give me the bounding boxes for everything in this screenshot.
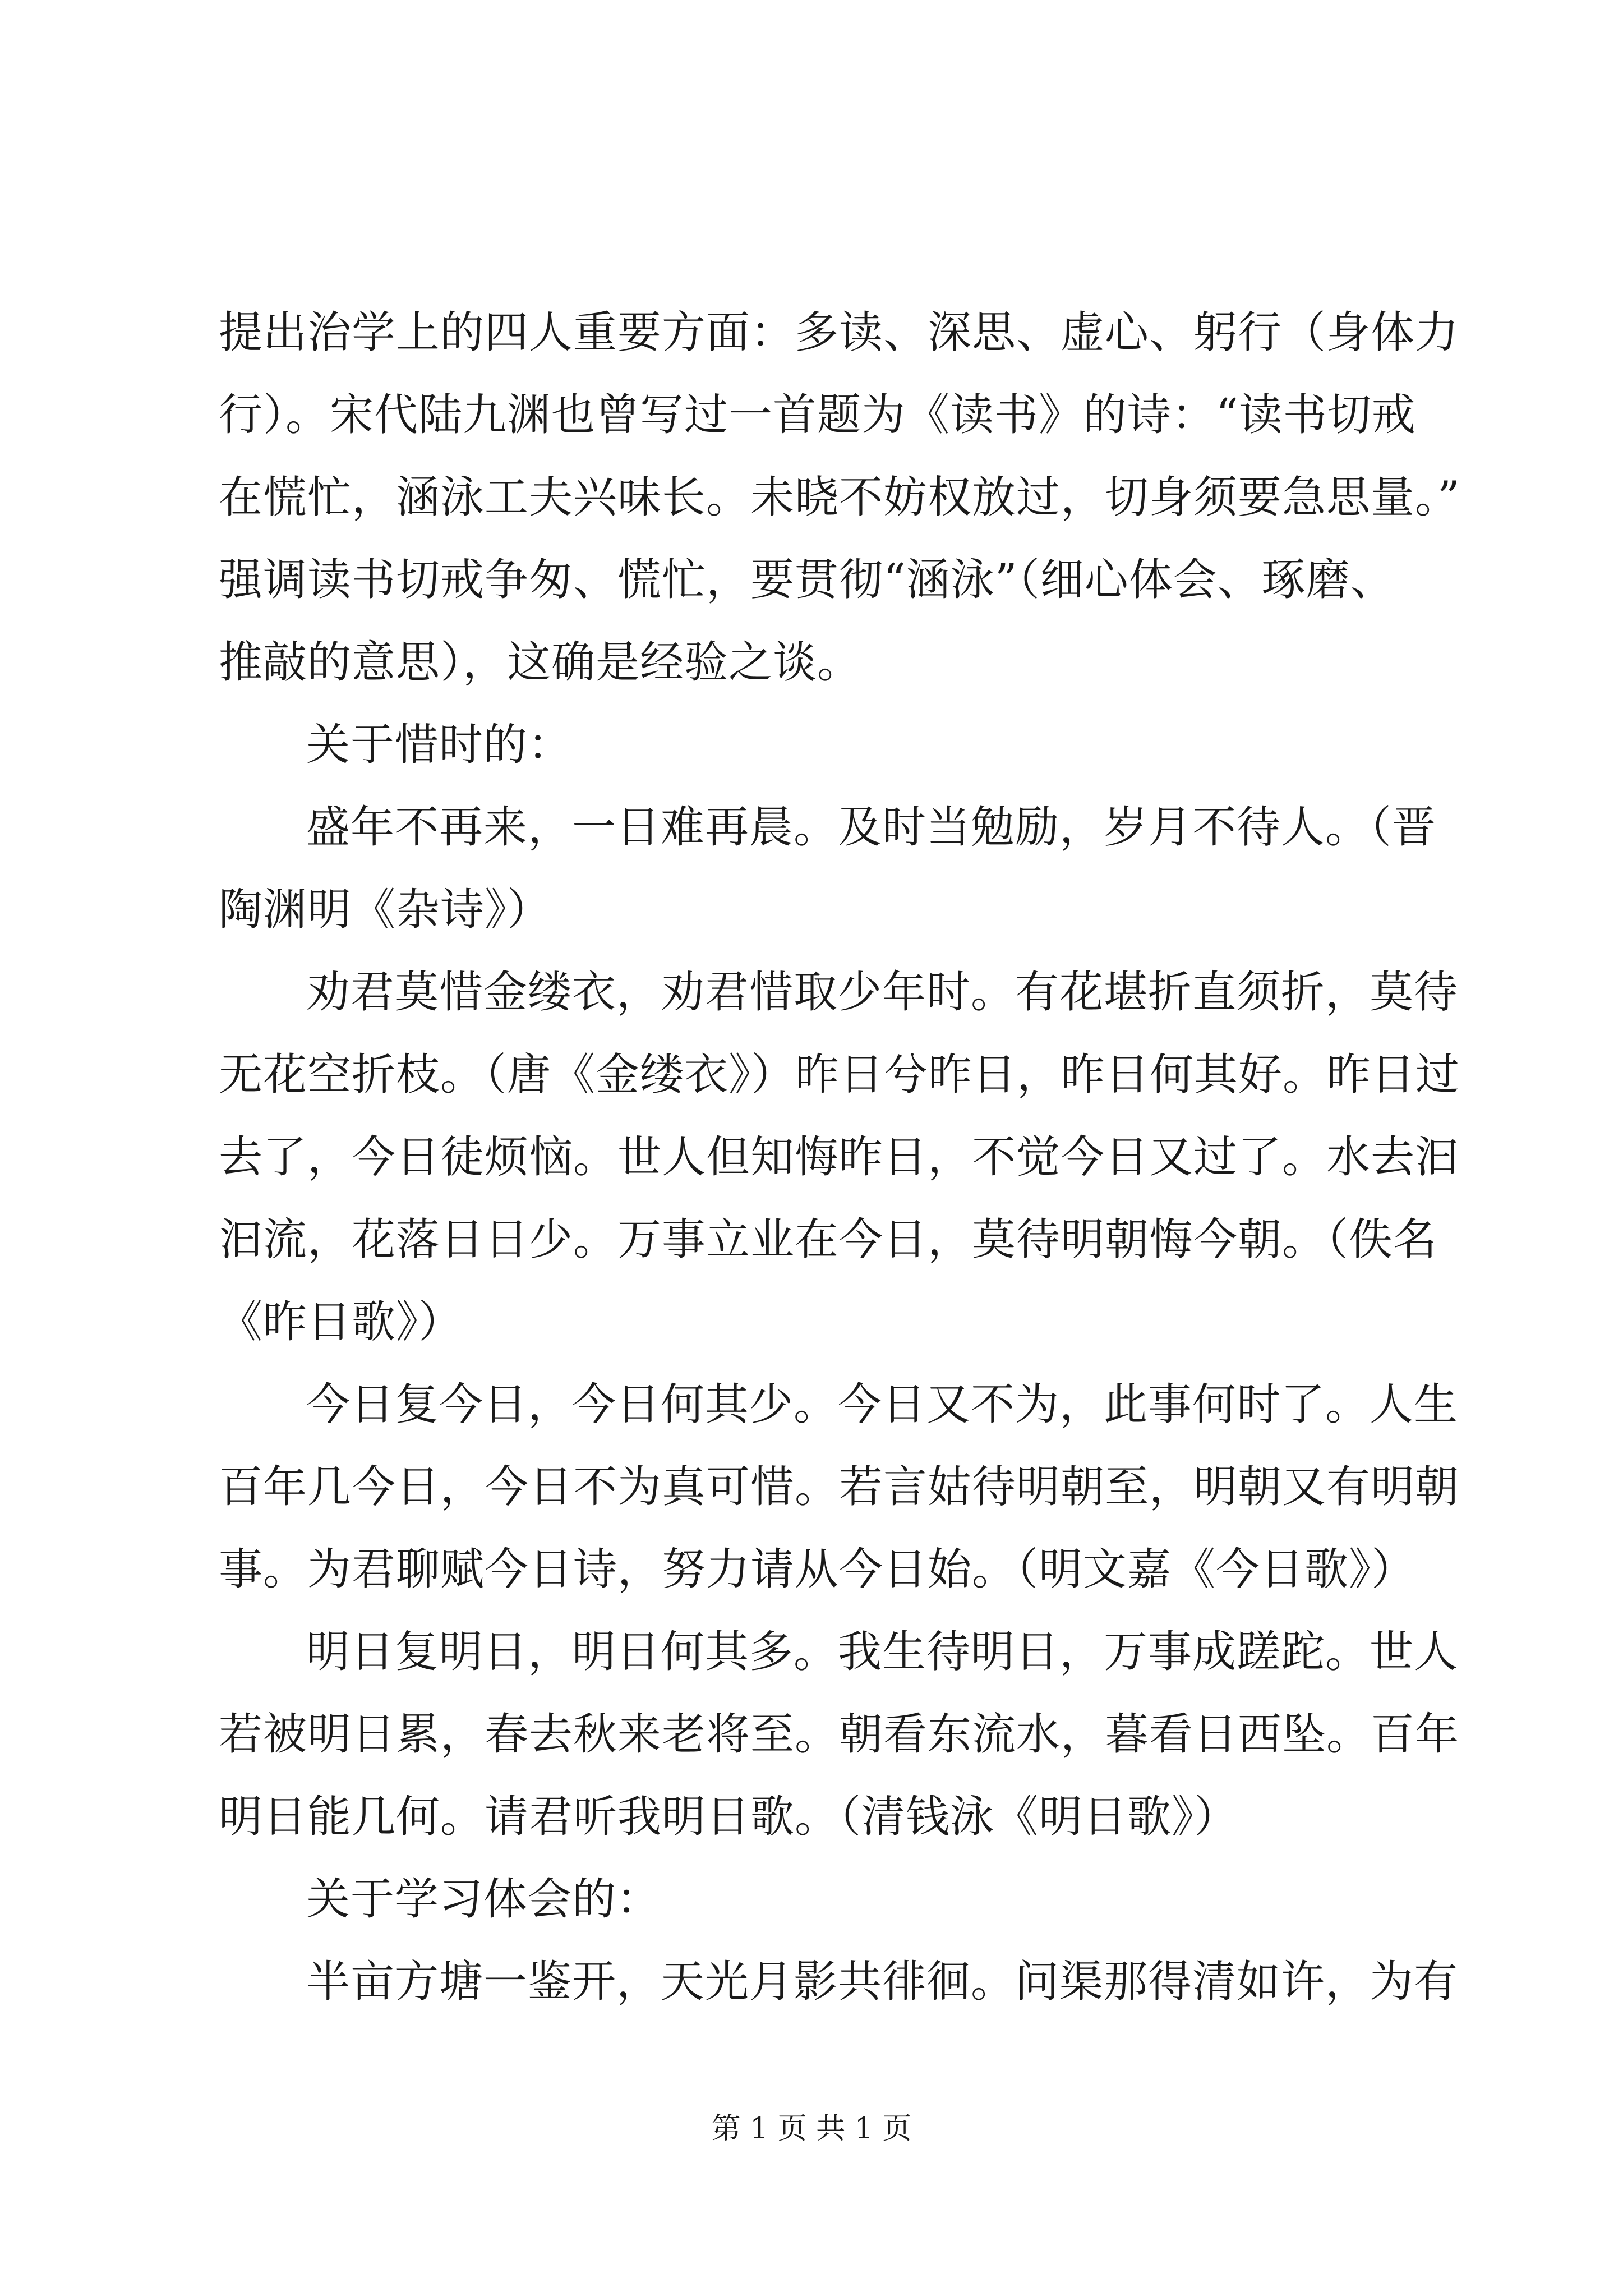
text-line: 汩流，花落日日少。万事立业在今日，莫待明朝悔今朝。（佚名: [219, 1214, 1438, 1265]
text-line: 明日复明日，明日何其多。我生待明日，万事成蹉跎。世人: [306, 1627, 1459, 1677]
text-line: 提出治学上的四人重要方面：多读、深思、虚心、躬行（身体力: [219, 307, 1460, 358]
text-line: 明日能几何。请君听我明日歌。（清钱泳《明日歌》）: [219, 1792, 1239, 1842]
text-line: 去了，今日徒烦恼。世人但知悔昨日，不觉今日又过了。水去汩: [219, 1132, 1460, 1182]
text-line: 关于惜时的：: [306, 720, 573, 770]
text-line: 若被明日累，春去秋来老将至。朝看东流水，暮看日西坠。百年: [219, 1709, 1460, 1760]
document-body: [219, 292, 1460, 2023]
text-line: 推敲的意思），这确是经验之谈。: [219, 637, 862, 688]
text-line: 事。为君聊赋今日诗，努力请从今日始。（明文嘉《今日歌》）: [219, 1544, 1416, 1595]
text-line: 在慌忙，涵泳工夫兴味长。未晓不妨权放过，切身须要急思量。”: [219, 472, 1460, 523]
text-line: 无花空折枝。（唐《金缕衣》）昨日兮昨日，昨日何其好。昨日过: [219, 1050, 1460, 1100]
text-line: 盛年不再来，一日难再晨。及时当勉励，岁月不待人。（晋: [306, 802, 1437, 853]
text-line: 强调读书切戒争匆、慌忙，要贯彻“涵泳”（细心体会、琢磨、: [219, 555, 1395, 605]
text-line: 陶渊明《杂诗》）: [219, 885, 552, 935]
text-line: 劝君莫惜金缕衣，劝君惜取少年时。有花堪折直须折，莫待: [306, 967, 1459, 1018]
text-line: 《昨日歌》）: [219, 1297, 463, 1347]
text-line: 今日复今日，今日何其少。今日又不为，此事何时了。人生: [306, 1379, 1459, 1430]
text-line: 关于学习体会的：: [306, 1874, 661, 1925]
text-line: 百年几今日，今日不为真可惜。若言姑待明朝至，明朝又有明朝: [219, 1462, 1460, 1512]
text-line: 半亩方塘一鉴开，天光月影共徘徊。问渠那得清如许，为有: [306, 1957, 1459, 2007]
page-footer: 第 1 页 共 1 页: [711, 2112, 912, 2146]
text-line: 行）。宋代陆九渊也曾写过一首题为《读书》的诗：“读书切戒: [219, 390, 1416, 440]
